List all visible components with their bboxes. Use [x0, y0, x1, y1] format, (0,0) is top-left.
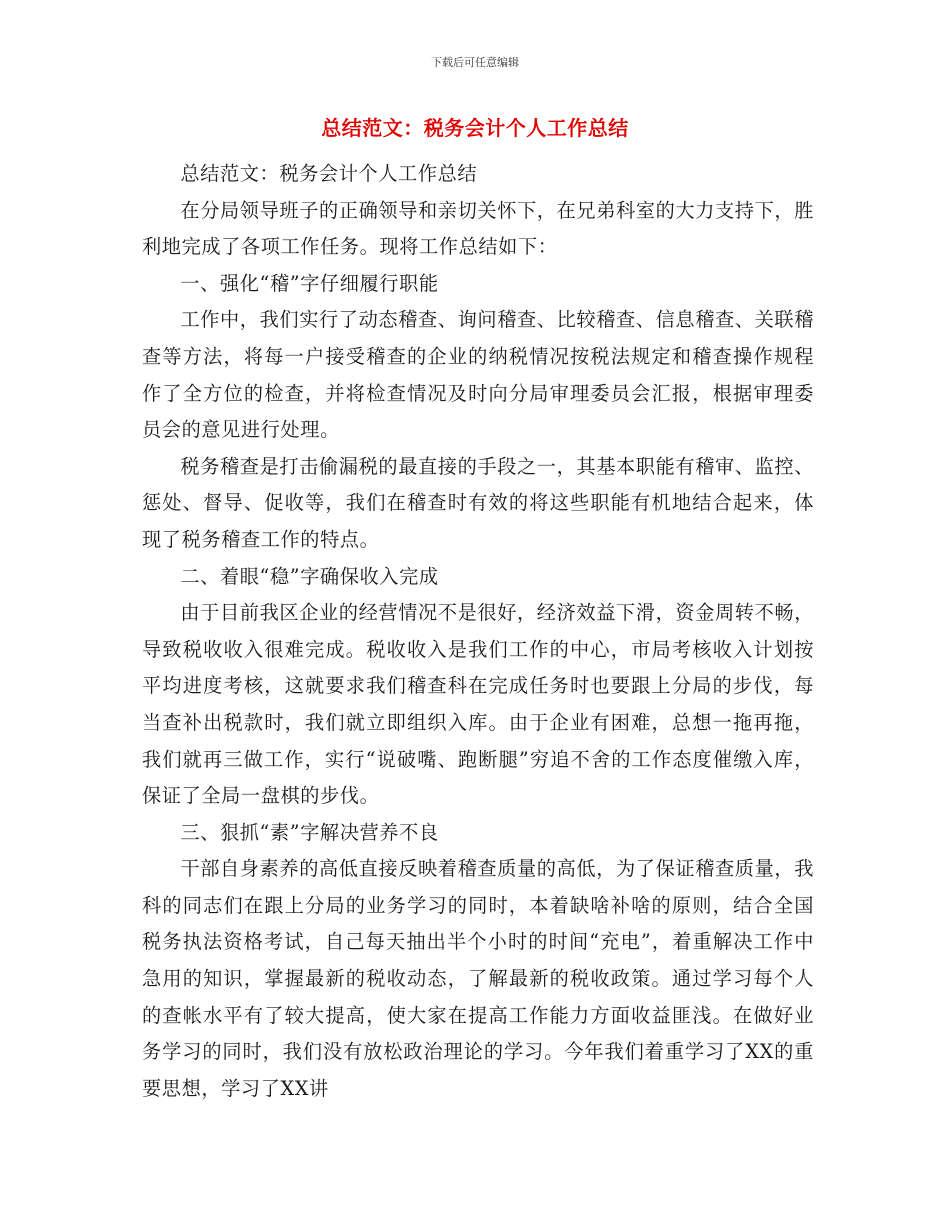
section-heading-2: 二、着眼“稳”字确保收入完成	[180, 564, 439, 588]
section-heading-1: 一、强化“稽”字仔细履行职能	[180, 271, 439, 295]
header-note: 下载后可任意编辑	[431, 56, 519, 69]
document-body	[142, 156, 814, 1107]
paragraph: 税务稽查是打击偷漏税的最直接的手段之一，其基本职能有稽审、监控、惩处、督导、促收等，我们在稽查时有效的将这些职能有机地结合起来，体现了税务稽查工作的特点。	[142, 454, 814, 551]
paragraph-intro: 在分局领导班子的正确领导和亲切关怀下，在兄弟科室的大力支持下，胜利地完成了各项工作任务。现将工作总结如下：	[142, 198, 814, 259]
paragraph: 干部自身素养的高低直接反映着稽查质量的高低，为了保证稽查质量，我科的同志们在跟上分局的业务学习的同时，本着缺啥补啥的原则，结合全国税务执法资格考试，自己每天抽出半个小时的时间“充电”，着重解决工作中急用的知识，掌握最新的税收动态，了解最新的税收政策。通过学习每个人的查帐水平有了较大提高，使大家在提高工作能力方面收益匪浅。在做好业务学习的同时，我们没有放松政治理论的学习。今年我们着重学习了XX的重要思想，学习了XX讲	[142, 857, 814, 1100]
paragraph-subtitle: 总结范文：税务会计个人工作总结	[180, 162, 478, 185]
paragraph: 工作中，我们实行了动态稽查、询问稽查、比较稽查、信息稽查、关联稽查等方法，将每一户接受稽查的企业的纳税情况按税法规定和稽查操作规程作了全方位的检查，并将检查情况及时向分局审理委员会汇报，根据审理委员会的意见进行处理。	[142, 308, 814, 442]
paragraph: 由于目前我区企业的经营情况不是很好，经济效益下滑，资金周转不畅，导致税收收入很难完成。税收收入是我们工作的中心，市局考核收入计划按平均进度考核，这就要求我们稽查科在完成任务时也要跟上分局的步伐，每当查补出税款时，我们就立即组织入库。由于企业有困难，总想一拖再拖，我们就再三做工作，实行“说破嘴、跑断腿”穷追不舍的工作态度催缴入库，保证了全局一盘棋的步伐。	[142, 601, 814, 808]
document-title: 总结范文：税务会计个人工作总结	[321, 116, 629, 140]
section-heading-3: 三、狠抓“素”字解决营养不良	[180, 820, 439, 844]
